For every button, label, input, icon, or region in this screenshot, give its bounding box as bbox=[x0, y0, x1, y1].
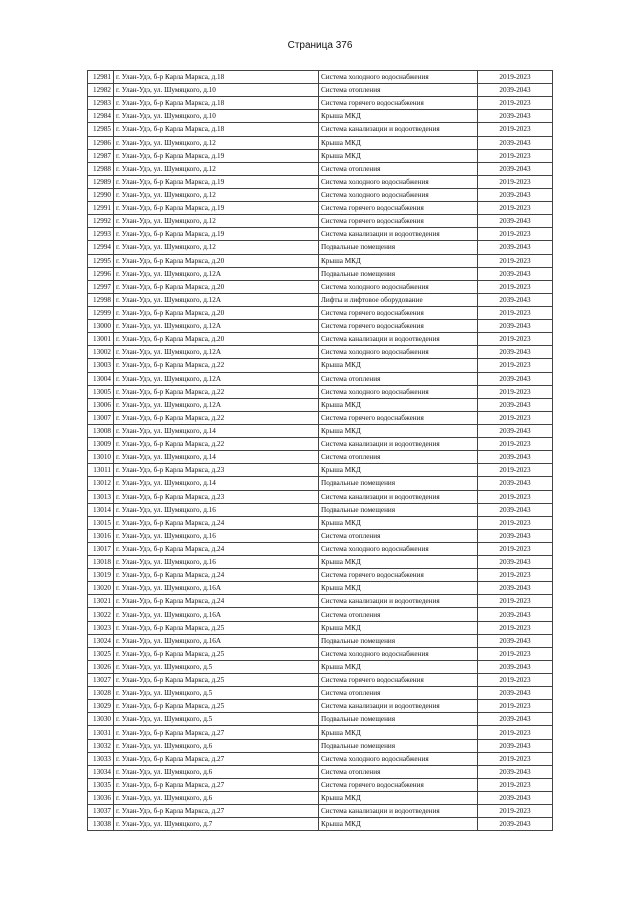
address-cell: г. Улан-Удэ, ул. Шумяцкого, д.12 bbox=[114, 136, 319, 149]
address-cell: г. Улан-Удэ, ул. Шумяцкого, д.12 bbox=[114, 241, 319, 254]
period-cell: 2019-2023 bbox=[478, 621, 553, 634]
address-cell: г. Улан-Удэ, б-р Карла Маркса, д.18 bbox=[114, 97, 319, 110]
period-cell: 2039-2043 bbox=[478, 267, 553, 280]
table-row bbox=[88, 97, 553, 110]
row-number: 13024 bbox=[88, 634, 114, 647]
table-row bbox=[88, 752, 553, 765]
table-row bbox=[88, 188, 553, 201]
table-row bbox=[88, 660, 553, 673]
table-row bbox=[88, 385, 553, 398]
address-cell: г. Улан-Удэ, ул. Шумяцкого, д.6 bbox=[114, 792, 319, 805]
period-cell: 2019-2023 bbox=[478, 569, 553, 582]
table-row bbox=[88, 359, 553, 372]
system-cell: Крыша МКД bbox=[319, 149, 478, 162]
row-number: 13029 bbox=[88, 700, 114, 713]
table-row bbox=[88, 542, 553, 555]
table-row bbox=[88, 71, 553, 84]
system-cell: Лифты и лифтовое оборудование bbox=[319, 293, 478, 306]
system-cell: Система холодного водоснабжения bbox=[319, 188, 478, 201]
address-cell: г. Улан-Удэ, б-р Карла Маркса, д.24 bbox=[114, 516, 319, 529]
system-cell: Крыша МКД bbox=[319, 464, 478, 477]
system-cell: Подвальные помещения bbox=[319, 267, 478, 280]
address-cell: г. Улан-Удэ, ул. Шумяцкого, д.12А bbox=[114, 320, 319, 333]
period-cell: 2019-2023 bbox=[478, 254, 553, 267]
row-number: 12987 bbox=[88, 149, 114, 162]
period-cell: 2019-2023 bbox=[478, 490, 553, 503]
period-cell: 2019-2023 bbox=[478, 333, 553, 346]
address-cell: г. Улан-Удэ, б-р Карла Маркса, д.22 bbox=[114, 359, 319, 372]
period-cell: 2019-2023 bbox=[478, 97, 553, 110]
row-number: 13016 bbox=[88, 529, 114, 542]
period-cell: 2019-2023 bbox=[478, 464, 553, 477]
address-cell: г. Улан-Удэ, б-р Карла Маркса, д.25 bbox=[114, 700, 319, 713]
row-number: 12997 bbox=[88, 280, 114, 293]
table-row bbox=[88, 411, 553, 424]
period-cell: 2019-2023 bbox=[478, 595, 553, 608]
period-cell: 2039-2043 bbox=[478, 556, 553, 569]
address-cell: г. Улан-Удэ, б-р Карла Маркса, д.25 bbox=[114, 674, 319, 687]
row-number: 13014 bbox=[88, 503, 114, 516]
table-row bbox=[88, 569, 553, 582]
address-cell: г. Улан-Удэ, б-р Карла Маркса, д.19 bbox=[114, 228, 319, 241]
address-cell: г. Улан-Удэ, ул. Шумяцкого, д.16 bbox=[114, 503, 319, 516]
system-cell: Крыша МКД bbox=[319, 818, 478, 831]
address-cell: г. Улан-Удэ, ул. Шумяцкого, д.12А bbox=[114, 372, 319, 385]
table-row bbox=[88, 254, 553, 267]
row-number: 13007 bbox=[88, 411, 114, 424]
system-cell: Система отопления bbox=[319, 687, 478, 700]
table-row bbox=[88, 739, 553, 752]
system-cell: Крыша МКД bbox=[319, 582, 478, 595]
row-number: 13035 bbox=[88, 778, 114, 791]
system-cell: Крыша МКД bbox=[319, 726, 478, 739]
row-number: 12981 bbox=[88, 71, 114, 84]
period-cell: 2039-2043 bbox=[478, 372, 553, 385]
row-number: 13001 bbox=[88, 333, 114, 346]
row-number: 12989 bbox=[88, 175, 114, 188]
period-cell: 2039-2043 bbox=[478, 241, 553, 254]
period-cell: 2019-2023 bbox=[478, 700, 553, 713]
period-cell: 2039-2043 bbox=[478, 582, 553, 595]
row-number: 12986 bbox=[88, 136, 114, 149]
system-cell: Подвальные помещения bbox=[319, 477, 478, 490]
row-number: 12982 bbox=[88, 84, 114, 97]
row-number: 12985 bbox=[88, 123, 114, 136]
period-cell: 2019-2023 bbox=[478, 175, 553, 188]
address-cell: г. Улан-Удэ, б-р Карла Маркса, д.20 bbox=[114, 333, 319, 346]
address-cell: г. Улан-Удэ, ул. Шумяцкого, д.5 bbox=[114, 713, 319, 726]
system-cell: Крыша МКД bbox=[319, 398, 478, 411]
row-number: 12992 bbox=[88, 215, 114, 228]
period-cell: 2039-2043 bbox=[478, 818, 553, 831]
table-row bbox=[88, 647, 553, 660]
period-cell: 2039-2043 bbox=[478, 634, 553, 647]
table-row bbox=[88, 792, 553, 805]
address-cell: г. Улан-Удэ, ул. Шумяцкого, д.5 bbox=[114, 687, 319, 700]
period-cell: 2039-2043 bbox=[478, 84, 553, 97]
system-cell: Система холодного водоснабжения bbox=[319, 542, 478, 555]
address-cell: г. Улан-Удэ, б-р Карла Маркса, д.27 bbox=[114, 752, 319, 765]
table-row bbox=[88, 293, 553, 306]
system-cell: Подвальные помещения bbox=[319, 503, 478, 516]
row-number: 13006 bbox=[88, 398, 114, 411]
period-cell: 2019-2023 bbox=[478, 149, 553, 162]
system-cell: Крыша МКД bbox=[319, 359, 478, 372]
row-number: 13027 bbox=[88, 674, 114, 687]
period-cell: 2019-2023 bbox=[478, 647, 553, 660]
table-row bbox=[88, 818, 553, 831]
system-cell: Крыша МКД bbox=[319, 516, 478, 529]
table-row bbox=[88, 464, 553, 477]
row-number: 13012 bbox=[88, 477, 114, 490]
system-cell: Система горячего водоснабжения bbox=[319, 306, 478, 319]
system-cell: Система холодного водоснабжения bbox=[319, 280, 478, 293]
row-number: 13032 bbox=[88, 739, 114, 752]
address-cell: г. Улан-Удэ, ул. Шумяцкого, д.10 bbox=[114, 84, 319, 97]
address-cell: г. Улан-Удэ, ул. Шумяцкого, д.5 bbox=[114, 660, 319, 673]
period-cell: 2019-2023 bbox=[478, 306, 553, 319]
table-row bbox=[88, 490, 553, 503]
address-cell: г. Улан-Удэ, ул. Шумяцкого, д.12 bbox=[114, 188, 319, 201]
address-cell: г. Улан-Удэ, б-р Карла Маркса, д.23 bbox=[114, 490, 319, 503]
address-cell: г. Улан-Удэ, б-р Карла Маркса, д.25 bbox=[114, 647, 319, 660]
period-cell: 2039-2043 bbox=[478, 765, 553, 778]
table-row bbox=[88, 424, 553, 437]
system-cell: Система горячего водоснабжения bbox=[319, 411, 478, 424]
system-cell: Подвальные помещения bbox=[319, 241, 478, 254]
system-cell: Система отопления bbox=[319, 529, 478, 542]
row-number: 13036 bbox=[88, 792, 114, 805]
period-cell: 2039-2043 bbox=[478, 215, 553, 228]
system-cell: Система холодного водоснабжения bbox=[319, 71, 478, 84]
row-number: 13004 bbox=[88, 372, 114, 385]
row-number: 13034 bbox=[88, 765, 114, 778]
table-row bbox=[88, 477, 553, 490]
system-cell: Крыша МКД bbox=[319, 424, 478, 437]
row-number: 13031 bbox=[88, 726, 114, 739]
row-number: 13015 bbox=[88, 516, 114, 529]
row-number: 13009 bbox=[88, 438, 114, 451]
row-number: 13013 bbox=[88, 490, 114, 503]
table-row bbox=[88, 372, 553, 385]
period-cell: 2019-2023 bbox=[478, 438, 553, 451]
address-cell: г. Улан-Удэ, ул. Шумяцкого, д.12А bbox=[114, 398, 319, 411]
system-cell: Крыша МКД bbox=[319, 254, 478, 267]
row-number: 12999 bbox=[88, 306, 114, 319]
address-cell: г. Улан-Удэ, ул. Шумяцкого, д.12 bbox=[114, 162, 319, 175]
period-cell: 2019-2023 bbox=[478, 202, 553, 215]
table-row bbox=[88, 451, 553, 464]
row-number: 13005 bbox=[88, 385, 114, 398]
system-cell: Система отопления bbox=[319, 451, 478, 464]
period-cell: 2039-2043 bbox=[478, 687, 553, 700]
row-number: 13008 bbox=[88, 424, 114, 437]
period-cell: 2019-2023 bbox=[478, 71, 553, 84]
address-cell: г. Улан-Удэ, ул. Шумяцкого, д.6 bbox=[114, 765, 319, 778]
address-cell: г. Улан-Удэ, ул. Шумяцкого, д.6 bbox=[114, 739, 319, 752]
system-cell: Система канализации и водоотведения bbox=[319, 228, 478, 241]
period-cell: 2019-2023 bbox=[478, 516, 553, 529]
period-cell: 2019-2023 bbox=[478, 542, 553, 555]
row-number: 12990 bbox=[88, 188, 114, 201]
system-cell: Система канализации и водоотведения bbox=[319, 805, 478, 818]
address-cell: г. Улан-Удэ, б-р Карла Маркса, д.22 bbox=[114, 385, 319, 398]
row-number: 12988 bbox=[88, 162, 114, 175]
system-cell: Система горячего водоснабжения bbox=[319, 215, 478, 228]
period-cell: 2019-2023 bbox=[478, 411, 553, 424]
system-cell: Система горячего водоснабжения bbox=[319, 320, 478, 333]
table-row bbox=[88, 556, 553, 569]
period-cell: 2039-2043 bbox=[478, 162, 553, 175]
period-cell: 2039-2043 bbox=[478, 424, 553, 437]
address-cell: г. Улан-Удэ, ул. Шумяцкого, д.12А bbox=[114, 293, 319, 306]
row-number: 13011 bbox=[88, 464, 114, 477]
system-cell: Система горячего водоснабжения bbox=[319, 674, 478, 687]
table-body bbox=[88, 71, 553, 831]
period-cell: 2019-2023 bbox=[478, 385, 553, 398]
row-number: 12991 bbox=[88, 202, 114, 215]
address-cell: г. Улан-Удэ, б-р Карла Маркса, д.20 bbox=[114, 254, 319, 267]
period-cell: 2039-2043 bbox=[478, 188, 553, 201]
period-cell: 2019-2023 bbox=[478, 752, 553, 765]
table-row bbox=[88, 805, 553, 818]
address-cell: г. Улан-Удэ, б-р Карла Маркса, д.24 bbox=[114, 569, 319, 582]
row-number: 12993 bbox=[88, 228, 114, 241]
address-cell: г. Улан-Удэ, ул. Шумяцкого, д.14 bbox=[114, 451, 319, 464]
address-cell: г. Улан-Удэ, ул. Шумяцкого, д.16 bbox=[114, 529, 319, 542]
table-row bbox=[88, 241, 553, 254]
works-table bbox=[87, 70, 553, 831]
period-cell: 2039-2043 bbox=[478, 660, 553, 673]
table-row bbox=[88, 202, 553, 215]
system-cell: Система отопления bbox=[319, 372, 478, 385]
system-cell: Система канализации и водоотведения bbox=[319, 700, 478, 713]
table-row bbox=[88, 267, 553, 280]
address-cell: г. Улан-Удэ, б-р Карла Маркса, д.20 bbox=[114, 306, 319, 319]
row-number: 13023 bbox=[88, 621, 114, 634]
row-number: 13026 bbox=[88, 660, 114, 673]
system-cell: Система холодного водоснабжения bbox=[319, 385, 478, 398]
system-cell: Система канализации и водоотведения bbox=[319, 490, 478, 503]
system-cell: Система холодного водоснабжения bbox=[319, 175, 478, 188]
row-number: 12984 bbox=[88, 110, 114, 123]
address-cell: г. Улан-Удэ, ул. Шумяцкого, д.14 bbox=[114, 424, 319, 437]
system-cell: Система канализации и водоотведения bbox=[319, 123, 478, 136]
row-number: 13010 bbox=[88, 451, 114, 464]
table-row bbox=[88, 228, 553, 241]
address-cell: г. Улан-Удэ, б-р Карла Маркса, д.24 bbox=[114, 542, 319, 555]
period-cell: 2039-2043 bbox=[478, 739, 553, 752]
table-row bbox=[88, 123, 553, 136]
system-cell: Подвальные помещения bbox=[319, 739, 478, 752]
period-cell: 2019-2023 bbox=[478, 726, 553, 739]
table-row bbox=[88, 608, 553, 621]
row-number: 12983 bbox=[88, 97, 114, 110]
address-cell: г. Улан-Удэ, ул. Шумяцкого, д.12А bbox=[114, 346, 319, 359]
system-cell: Система отопления bbox=[319, 765, 478, 778]
system-cell: Система горячего водоснабжения bbox=[319, 97, 478, 110]
address-cell: г. Улан-Удэ, ул. Шумяцкого, д.10 bbox=[114, 110, 319, 123]
address-cell: г. Улан-Удэ, б-р Карла Маркса, д.22 bbox=[114, 411, 319, 424]
address-cell: г. Улан-Удэ, б-р Карла Маркса, д.27 bbox=[114, 778, 319, 791]
address-cell: г. Улан-Удэ, б-р Карла Маркса, д.27 bbox=[114, 726, 319, 739]
table-row bbox=[88, 621, 553, 634]
row-number: 13003 bbox=[88, 359, 114, 372]
row-number: 13038 bbox=[88, 818, 114, 831]
address-cell: г. Улан-Удэ, ул. Шумяцкого, д.16А bbox=[114, 634, 319, 647]
period-cell: 2039-2043 bbox=[478, 477, 553, 490]
address-cell: г. Улан-Удэ, б-р Карла Маркса, д.19 bbox=[114, 149, 319, 162]
system-cell: Система горячего водоснабжения bbox=[319, 778, 478, 791]
table-row bbox=[88, 149, 553, 162]
period-cell: 2019-2023 bbox=[478, 674, 553, 687]
address-cell: г. Улан-Удэ, б-р Карла Маркса, д.27 bbox=[114, 805, 319, 818]
table-row bbox=[88, 674, 553, 687]
system-cell: Система холодного водоснабжения bbox=[319, 752, 478, 765]
address-cell: г. Улан-Удэ, ул. Шумяцкого, д.7 bbox=[114, 818, 319, 831]
table-row bbox=[88, 582, 553, 595]
address-cell: г. Улан-Удэ, б-р Карла Маркса, д.19 bbox=[114, 202, 319, 215]
period-cell: 2039-2043 bbox=[478, 136, 553, 149]
period-cell: 2019-2023 bbox=[478, 778, 553, 791]
address-cell: г. Улан-Удэ, б-р Карла Маркса, д.24 bbox=[114, 595, 319, 608]
row-number: 12996 bbox=[88, 267, 114, 280]
row-number: 13028 bbox=[88, 687, 114, 700]
period-cell: 2039-2043 bbox=[478, 398, 553, 411]
table-row bbox=[88, 136, 553, 149]
system-cell: Система отопления bbox=[319, 84, 478, 97]
row-number: 13021 bbox=[88, 595, 114, 608]
period-cell: 2039-2043 bbox=[478, 792, 553, 805]
period-cell: 2039-2043 bbox=[478, 110, 553, 123]
table-row bbox=[88, 700, 553, 713]
address-cell: г. Улан-Удэ, ул. Шумяцкого, д.16А bbox=[114, 582, 319, 595]
period-cell: 2019-2023 bbox=[478, 228, 553, 241]
table-row bbox=[88, 634, 553, 647]
address-cell: г. Улан-Удэ, ул. Шумяцкого, д.12А bbox=[114, 267, 319, 280]
address-cell: г. Улан-Удэ, б-р Карла Маркса, д.18 bbox=[114, 71, 319, 84]
address-cell: г. Улан-Удэ, б-р Карла Маркса, д.20 bbox=[114, 280, 319, 293]
period-cell: 2019-2023 bbox=[478, 280, 553, 293]
row-number: 13030 bbox=[88, 713, 114, 726]
system-cell: Крыша МКД bbox=[319, 110, 478, 123]
row-number: 13017 bbox=[88, 542, 114, 555]
table-row bbox=[88, 778, 553, 791]
system-cell: Система холодного водоснабжения bbox=[319, 346, 478, 359]
system-cell: Система отопления bbox=[319, 162, 478, 175]
system-cell: Система горячего водоснабжения bbox=[319, 202, 478, 215]
table-row bbox=[88, 320, 553, 333]
period-cell: 2039-2043 bbox=[478, 346, 553, 359]
system-cell: Крыша МКД bbox=[319, 556, 478, 569]
table-row bbox=[88, 438, 553, 451]
period-cell: 2019-2023 bbox=[478, 359, 553, 372]
system-cell: Крыша МКД bbox=[319, 621, 478, 634]
row-number: 12994 bbox=[88, 241, 114, 254]
system-cell: Система холодного водоснабжения bbox=[319, 647, 478, 660]
table-row bbox=[88, 175, 553, 188]
table-row bbox=[88, 333, 553, 346]
system-cell: Система горячего водоснабжения bbox=[319, 569, 478, 582]
address-cell: г. Улан-Удэ, ул. Шумяцкого, д.14 bbox=[114, 477, 319, 490]
table-row bbox=[88, 529, 553, 542]
system-cell: Система канализации и водоотведения bbox=[319, 333, 478, 346]
table-row bbox=[88, 516, 553, 529]
row-number: 13018 bbox=[88, 556, 114, 569]
row-number: 13022 bbox=[88, 608, 114, 621]
period-cell: 2039-2043 bbox=[478, 320, 553, 333]
row-number: 13002 bbox=[88, 346, 114, 359]
system-cell: Система отопления bbox=[319, 608, 478, 621]
system-cell: Крыша МКД bbox=[319, 136, 478, 149]
address-cell: г. Улан-Удэ, б-р Карла Маркса, д.18 bbox=[114, 123, 319, 136]
row-number: 13025 bbox=[88, 647, 114, 660]
address-cell: г. Улан-Удэ, ул. Шумяцкого, д.16А bbox=[114, 608, 319, 621]
table-row bbox=[88, 215, 553, 228]
row-number: 12995 bbox=[88, 254, 114, 267]
table-row bbox=[88, 687, 553, 700]
table-row bbox=[88, 765, 553, 778]
address-cell: г. Улан-Удэ, ул. Шумяцкого, д.16 bbox=[114, 556, 319, 569]
period-cell: 2039-2043 bbox=[478, 529, 553, 542]
row-number: 13020 bbox=[88, 582, 114, 595]
row-number: 12998 bbox=[88, 293, 114, 306]
table-row bbox=[88, 726, 553, 739]
table-row bbox=[88, 280, 553, 293]
period-cell: 2039-2043 bbox=[478, 293, 553, 306]
table-row bbox=[88, 398, 553, 411]
page-title: Страница 376 bbox=[287, 40, 353, 51]
address-cell: г. Улан-Удэ, б-р Карла Маркса, д.22 bbox=[114, 438, 319, 451]
table-row bbox=[88, 346, 553, 359]
system-cell: Подвальные помещения bbox=[319, 713, 478, 726]
address-cell: г. Улан-Удэ, ул. Шумяцкого, д.12 bbox=[114, 215, 319, 228]
period-cell: 2019-2023 bbox=[478, 123, 553, 136]
row-number: 13037 bbox=[88, 805, 114, 818]
table-row bbox=[88, 84, 553, 97]
address-cell: г. Улан-Удэ, б-р Карла Маркса, д.23 bbox=[114, 464, 319, 477]
system-cell: Крыша МКД bbox=[319, 792, 478, 805]
system-cell: Крыша МКД bbox=[319, 660, 478, 673]
table-row bbox=[88, 162, 553, 175]
system-cell: Система канализации и водоотведения bbox=[319, 595, 478, 608]
table-row bbox=[88, 503, 553, 516]
address-cell: г. Улан-Удэ, б-р Карла Маркса, д.19 bbox=[114, 175, 319, 188]
period-cell: 2039-2043 bbox=[478, 713, 553, 726]
period-cell: 2039-2043 bbox=[478, 451, 553, 464]
period-cell: 2039-2043 bbox=[478, 608, 553, 621]
row-number: 13033 bbox=[88, 752, 114, 765]
period-cell: 2019-2023 bbox=[478, 805, 553, 818]
table-row bbox=[88, 306, 553, 319]
table-row bbox=[88, 595, 553, 608]
period-cell: 2039-2043 bbox=[478, 503, 553, 516]
row-number: 13000 bbox=[88, 320, 114, 333]
row-number: 13019 bbox=[88, 569, 114, 582]
address-cell: г. Улан-Удэ, б-р Карла Маркса, д.25 bbox=[114, 621, 319, 634]
table-row bbox=[88, 713, 553, 726]
system-cell: Система канализации и водоотведения bbox=[319, 438, 478, 451]
system-cell: Подвальные помещения bbox=[319, 634, 478, 647]
table-row bbox=[88, 110, 553, 123]
